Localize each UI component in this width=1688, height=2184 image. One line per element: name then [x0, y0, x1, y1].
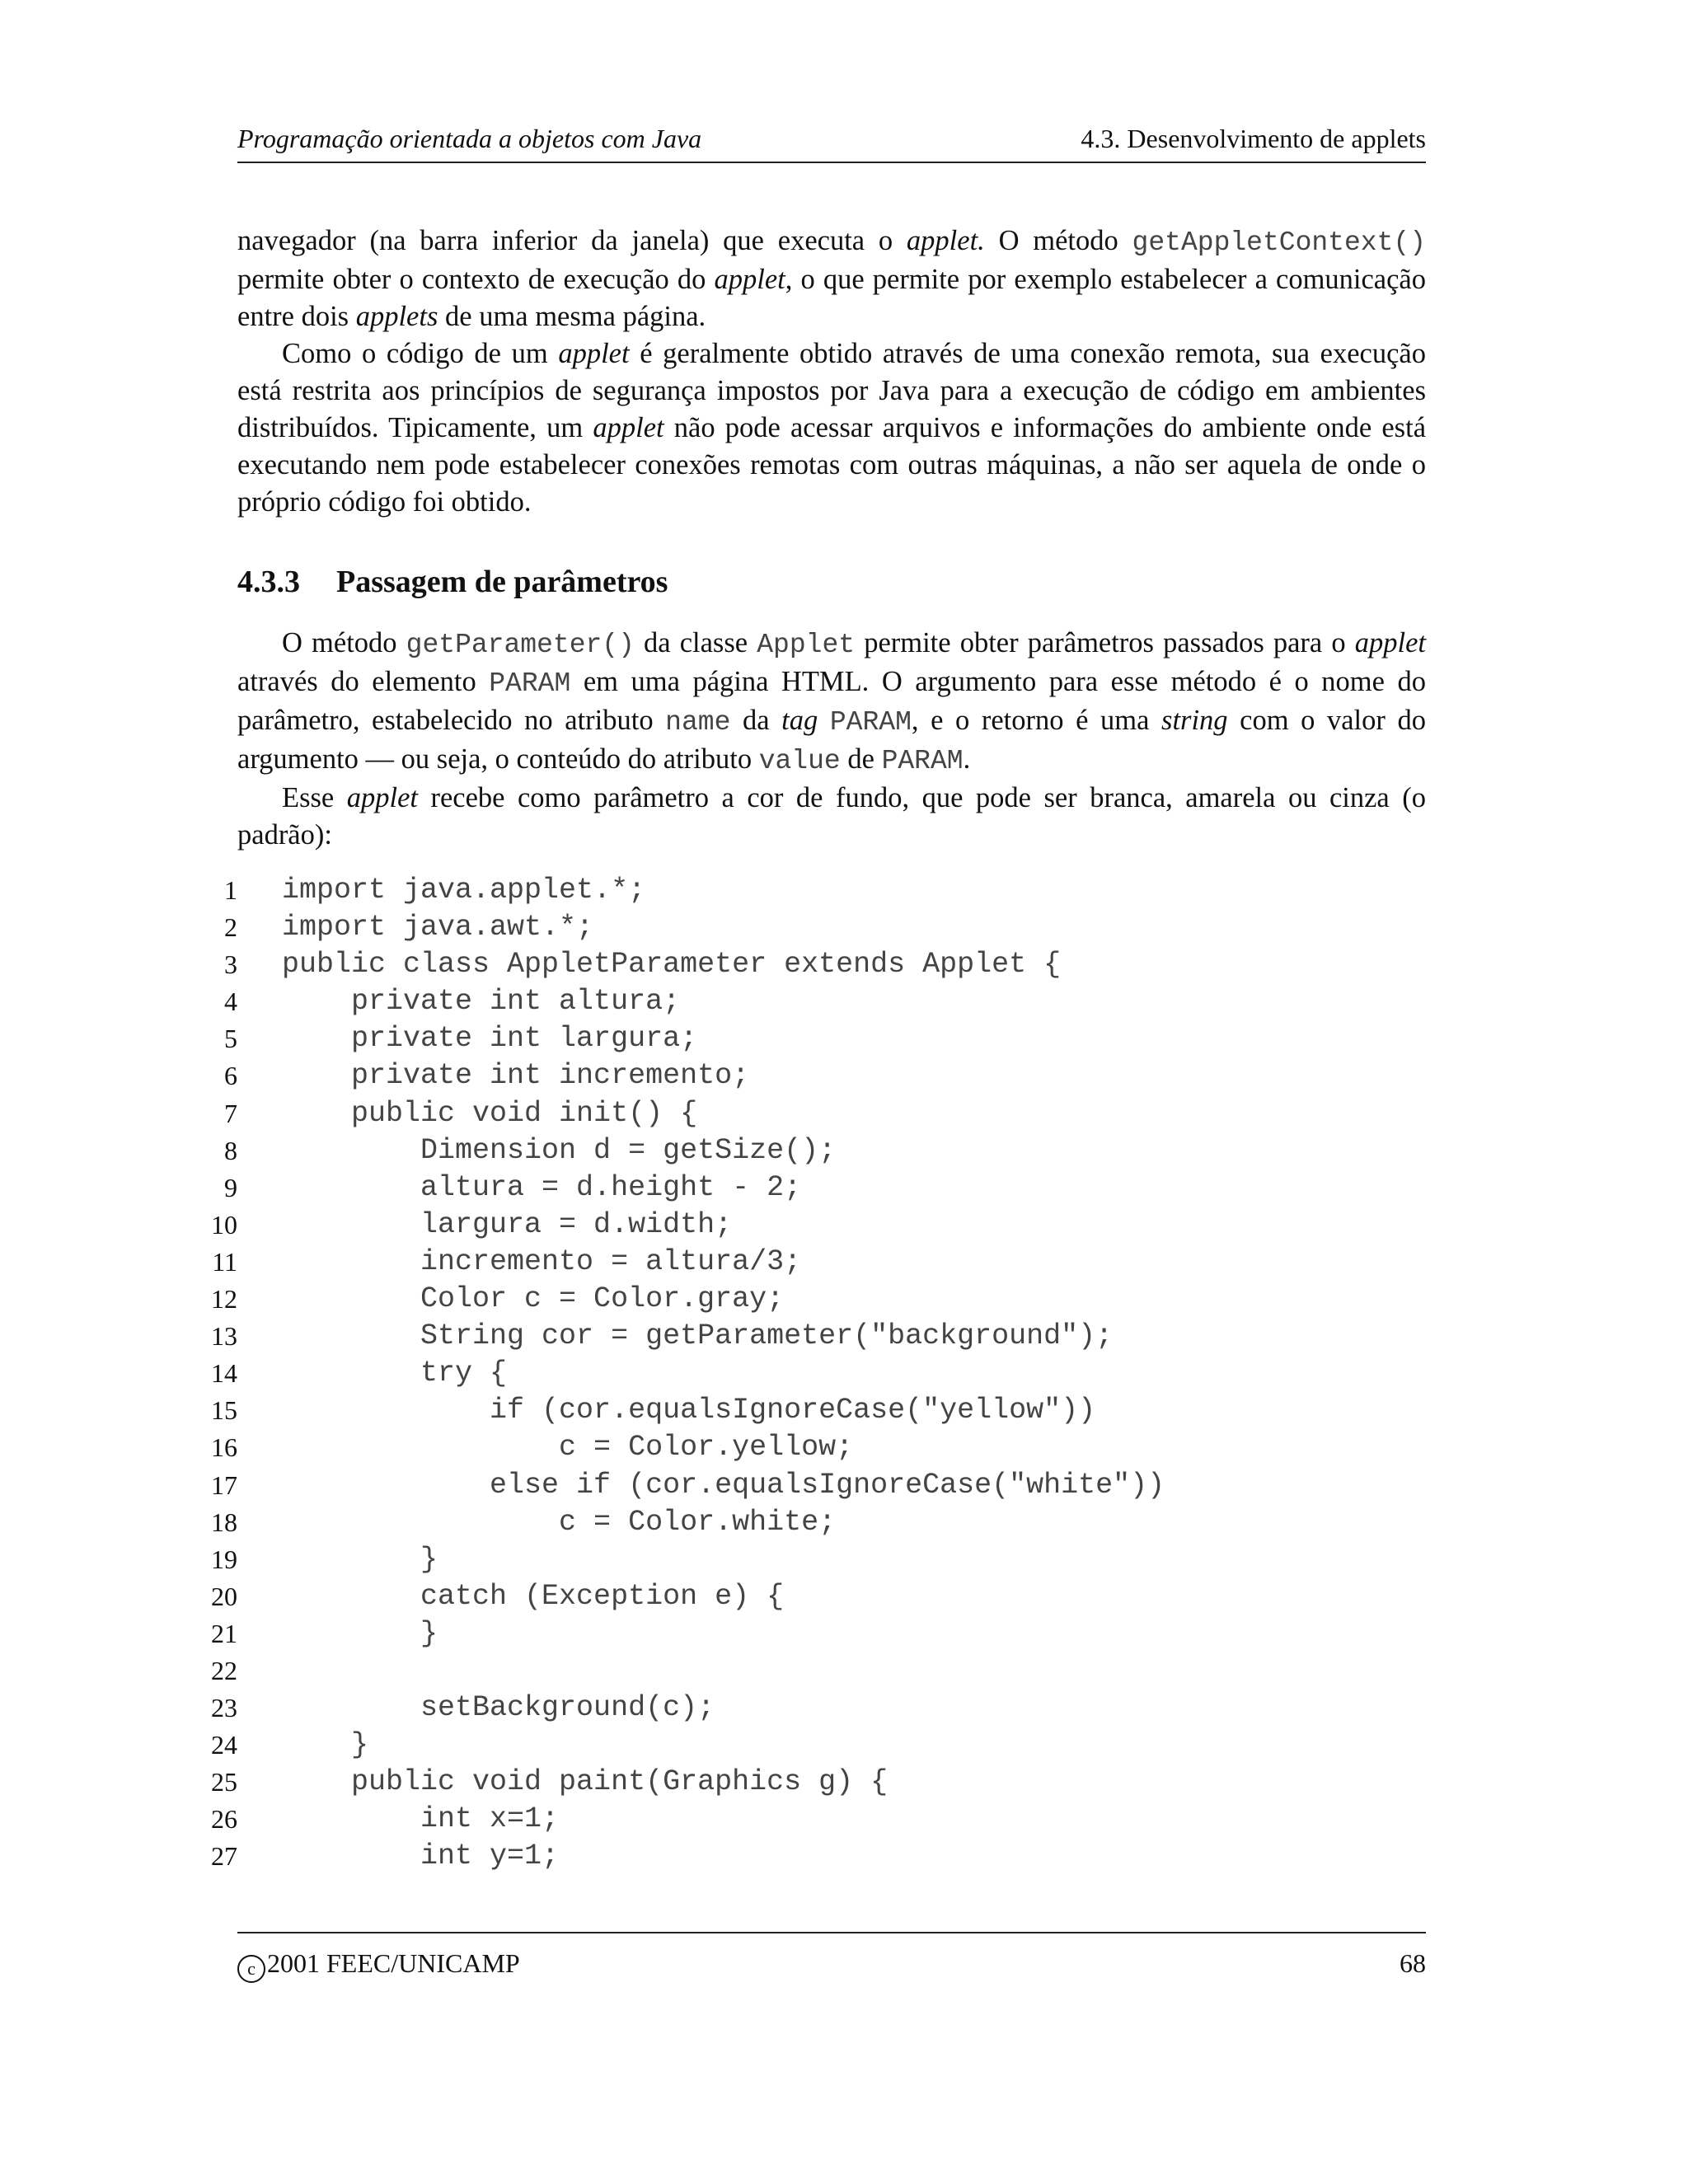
- text-run: não pode acessar arquivos e informações do ambiente onde está executando nem pode estabelecer conexões remotas com outras máquinas, a não ser aquela de onde o próprio código foi obtido.: [237, 412, 1427, 518]
- text-run: O método: [984, 225, 1132, 256]
- code-listing: [198, 872, 1434, 1876]
- code-line: [198, 1652, 1434, 1690]
- line-number: 4: [224, 987, 237, 1017]
- text-run-italic: string: [1161, 705, 1228, 736]
- code-line: [198, 1504, 1434, 1541]
- text-run: Como o código de um: [282, 338, 559, 369]
- code-line: [198, 1318, 1434, 1355]
- line-number: 8: [224, 1135, 237, 1165]
- line-number: 22: [211, 1655, 237, 1685]
- line-number: 19: [211, 1544, 237, 1574]
- text-run-italic: applet: [714, 264, 785, 295]
- copyright-icon: c: [237, 1955, 265, 1983]
- text-run: recebe como parâmetro a cor de fundo, que pode ser branca, amarela ou cinza (o padrão):: [237, 782, 1426, 851]
- code-text: catch (Exception e) {: [282, 1579, 785, 1613]
- line-number: 2: [224, 912, 237, 943]
- footer-copyright-text: 2001 FEEC/UNICAMP: [267, 1948, 520, 1978]
- text-run: da classe: [634, 627, 757, 658]
- line-number: 14: [211, 1358, 237, 1389]
- section-number: 4.3.3: [237, 565, 300, 599]
- code-text: public class AppletParameter extends Applet {: [282, 948, 1062, 982]
- text-run: em uma página HTML. O argumento para esse método é o nome do parâmetro, estabelecido no atributo: [237, 666, 1426, 736]
- line-number: 10: [211, 1209, 237, 1240]
- code-line: [198, 1541, 1434, 1578]
- intro-paragraph-2: [237, 335, 1426, 521]
- section-title: Passagem de parâmetros: [336, 565, 668, 599]
- code-text: Color c = Color.gray;: [282, 1282, 785, 1316]
- text-run: , o que permite por exemplo estabelecer a comunicação entre dois: [237, 264, 1426, 332]
- section-text: [237, 625, 1426, 854]
- code-inline: getParameter(): [406, 630, 635, 660]
- line-number: 12: [211, 1284, 237, 1315]
- line-number: 27: [211, 1841, 237, 1872]
- code-line: [198, 1020, 1434, 1057]
- code-line: [198, 946, 1434, 983]
- code-text: incremento = altura/3;: [282, 1244, 802, 1278]
- header-section-title: 4.3. Desenvolvimento de applets: [1081, 124, 1426, 153]
- code-inline: value: [758, 746, 841, 776]
- text-run: é geralmente obtido através de uma conexão remota, sua execução está restrita aos princípios de segurança impostos por Java para a execução de código em ambientes distribuídos. Tipicamente, um: [237, 338, 1426, 443]
- code-text: Dimension d = getSize();: [282, 1133, 837, 1167]
- line-number: 16: [211, 1432, 237, 1463]
- line-number: 17: [211, 1469, 237, 1500]
- page-number: 68: [1400, 1948, 1426, 1978]
- intro-text: [237, 223, 1426, 521]
- text-run: O método: [282, 627, 406, 658]
- line-number: 18: [211, 1507, 237, 1537]
- text-run: [818, 705, 830, 736]
- code-line: [198, 983, 1434, 1020]
- code-line: [198, 1690, 1434, 1727]
- page-footer: [237, 1932, 1426, 1983]
- text-run: de: [840, 743, 882, 775]
- code-text: setBackground(c);: [282, 1691, 715, 1725]
- text-run: , e o retorno é uma: [911, 705, 1162, 736]
- code-inline: Applet: [757, 630, 856, 660]
- code-text: if (cor.equalsIgnoreCase("yellow")): [282, 1394, 1096, 1427]
- code-text: int y=1;: [282, 1840, 560, 1873]
- code-line: [198, 1169, 1434, 1207]
- text-run: com o valor do argumento — ou seja, o conteúdo do atributo: [237, 705, 1426, 775]
- code-line: [198, 1057, 1434, 1094]
- line-number: 11: [212, 1246, 237, 1277]
- line-number: 6: [224, 1061, 237, 1091]
- code-text: import java.applet.*;: [282, 874, 646, 907]
- text-run: permite obter parâmetros passados para o: [855, 627, 1355, 658]
- line-number: 21: [211, 1618, 237, 1648]
- line-number: 26: [211, 1804, 237, 1835]
- text-run-italic: applet: [593, 412, 664, 443]
- text-run: permite obter o contexto de execução do: [237, 264, 715, 295]
- code-text: else if (cor.equalsIgnoreCase("white")): [282, 1468, 1165, 1502]
- text-run: Esse: [282, 782, 347, 813]
- text-run: através do elemento: [237, 666, 490, 697]
- code-line: [198, 1764, 1434, 1801]
- code-text: int x=1;: [282, 1802, 560, 1836]
- code-inline: PARAM: [881, 746, 964, 776]
- intro-paragraph-1: [237, 223, 1426, 335]
- code-line: [198, 1467, 1434, 1504]
- code-line: [198, 1132, 1434, 1169]
- code-text: try {: [282, 1357, 508, 1390]
- text-run-italic: applet: [1354, 627, 1426, 658]
- section-heading: [237, 564, 1426, 600]
- text-run-italic: applets: [355, 301, 438, 332]
- line-number: 23: [211, 1693, 237, 1723]
- code-line: [198, 1244, 1434, 1281]
- code-text: private int largura;: [282, 1022, 698, 1056]
- code-text: private int incremento;: [282, 1059, 750, 1093]
- code-line: [198, 1355, 1434, 1392]
- text-run: da: [730, 705, 782, 736]
- line-number: 24: [211, 1730, 237, 1760]
- text-run-italic: tag: [781, 705, 818, 736]
- code-line: [198, 1838, 1434, 1875]
- code-text: altura = d.height - 2;: [282, 1170, 802, 1204]
- code-line: [198, 1392, 1434, 1429]
- code-inline: name: [665, 707, 731, 738]
- footer-copyright: [237, 1948, 520, 1983]
- code-text: c = Color.white;: [282, 1505, 837, 1539]
- code-line: [198, 1095, 1434, 1132]
- line-number: 13: [211, 1321, 237, 1352]
- code-inline: PARAM: [829, 707, 912, 738]
- line-number: 7: [224, 1098, 237, 1128]
- code-text: import java.awt.*;: [282, 911, 594, 944]
- running-header: [237, 122, 1426, 163]
- code-text: c = Color.yellow;: [282, 1431, 854, 1465]
- code-line: [198, 1281, 1434, 1318]
- code-text: private int altura;: [282, 985, 681, 1019]
- code-text: }: [282, 1616, 438, 1650]
- code-line: [198, 1207, 1434, 1244]
- code-line: [198, 1727, 1434, 1764]
- code-inline: PARAM: [489, 668, 571, 699]
- line-number: 1: [224, 875, 237, 905]
- line-number: 5: [224, 1024, 237, 1054]
- code-text: largura = d.width;: [282, 1207, 733, 1241]
- text-run-italic: applet: [558, 338, 630, 369]
- line-number: 20: [211, 1581, 237, 1611]
- code-line: [198, 1429, 1434, 1466]
- text-run: de uma mesma página.: [438, 301, 706, 332]
- text-run: .: [963, 743, 971, 775]
- section-paragraph-1: [237, 625, 1426, 780]
- line-number: 9: [224, 1172, 237, 1202]
- line-number: 15: [211, 1395, 237, 1426]
- text-run-italic: applet.: [906, 225, 985, 256]
- code-line: [198, 1801, 1434, 1838]
- text-run-italic: applet: [346, 782, 418, 813]
- code-line: [198, 909, 1434, 946]
- text-run: navegador (na barra inferior da janela) que executa o: [237, 225, 907, 256]
- code-text: String cor = getParameter("background");: [282, 1319, 1114, 1353]
- line-number: 3: [224, 949, 237, 980]
- code-line: [198, 1615, 1434, 1652]
- code-text: public void paint(Graphics g) {: [282, 1765, 889, 1799]
- code-line: [198, 1578, 1434, 1615]
- line-number: 25: [211, 1767, 237, 1797]
- header-book-title: Programação orientada a objetos com Java: [237, 124, 702, 153]
- code-line: [198, 872, 1434, 909]
- code-text: }: [282, 1728, 369, 1762]
- code-text: public void init() {: [282, 1096, 698, 1130]
- section-paragraph-2: [237, 780, 1426, 854]
- code-inline: getAppletContext(): [1132, 227, 1427, 258]
- code-text: }: [282, 1542, 438, 1576]
